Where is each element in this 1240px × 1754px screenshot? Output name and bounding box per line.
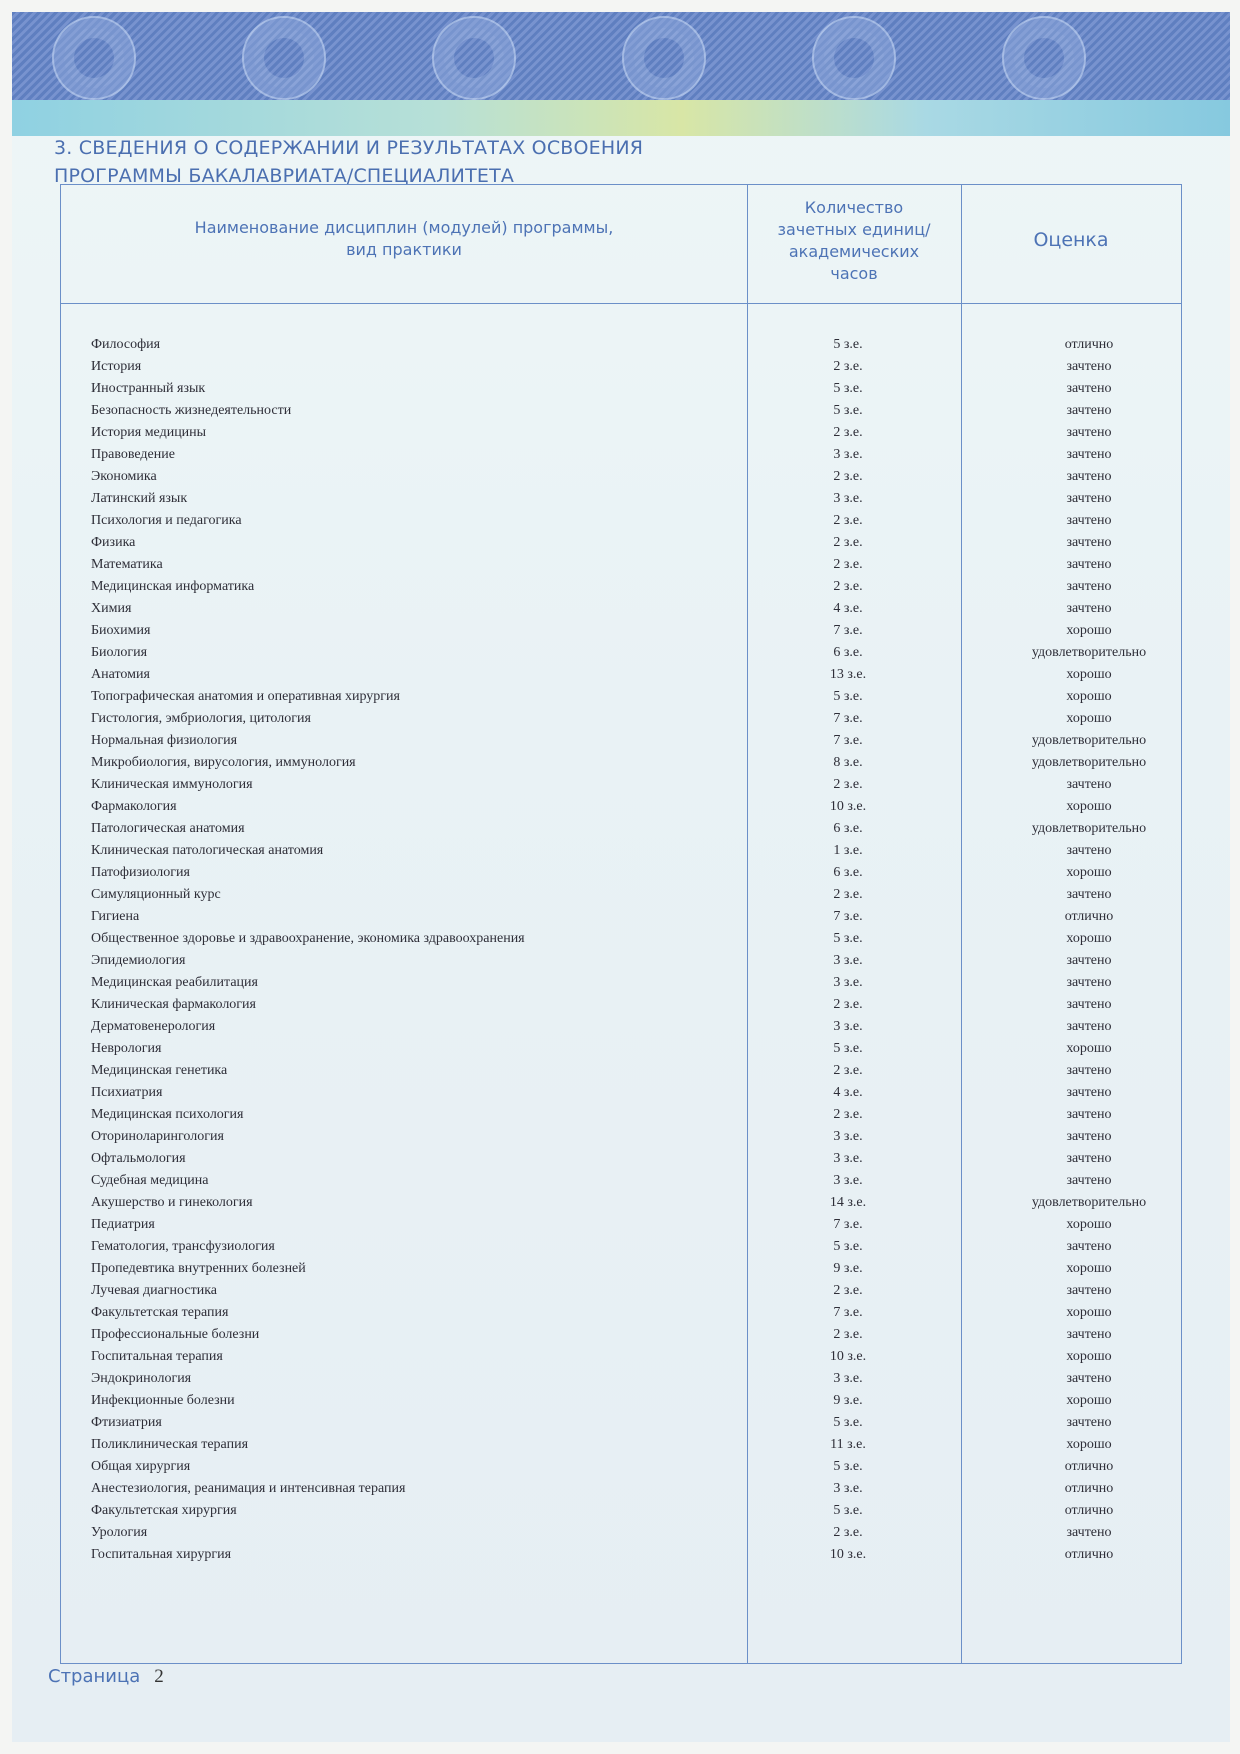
- table-row: [61, 799, 1181, 821]
- grade: зачтено: [1066, 601, 1112, 616]
- grade: удовлетворительно: [1031, 755, 1147, 770]
- credit-units: 9 з.е.: [833, 1393, 863, 1408]
- grade: зачтено: [1066, 491, 1112, 506]
- credit-units: 3 з.е.: [833, 1151, 863, 1166]
- discipline-name: Анатомия: [91, 667, 150, 682]
- credit-units: 2 з.е.: [833, 425, 863, 440]
- table-row: [61, 645, 1181, 667]
- discipline-name: Иностранный язык: [91, 381, 206, 396]
- credit-units: 7 з.е.: [833, 711, 863, 726]
- discipline-name: Психиатрия: [91, 1085, 163, 1100]
- grade: зачтено: [1066, 1173, 1112, 1188]
- table-row: [61, 447, 1181, 469]
- credit-units: 7 з.е.: [833, 623, 863, 638]
- credit-units: 3 з.е.: [833, 1173, 863, 1188]
- guilloche-rosette: [812, 16, 896, 100]
- grade: отлично: [1064, 1547, 1114, 1562]
- credit-units: 7 з.е.: [833, 733, 863, 748]
- header-discipline-name: [61, 217, 747, 261]
- table-row: [61, 711, 1181, 733]
- table-row: [61, 1305, 1181, 1327]
- table-row: [61, 1019, 1181, 1041]
- credit-units: 5 з.е.: [833, 1415, 863, 1430]
- credit-units: 6 з.е.: [833, 821, 863, 836]
- table-row: [61, 1547, 1181, 1569]
- credit-units: 3 з.е.: [833, 447, 863, 462]
- discipline-name: Фтизиатрия: [91, 1415, 162, 1430]
- grade: зачтено: [1066, 1239, 1112, 1254]
- table-row: [61, 1459, 1181, 1481]
- discipline-name: Философия: [91, 337, 161, 352]
- security-banner: [12, 12, 1230, 100]
- table-row: [61, 1151, 1181, 1173]
- discipline-name: Математика: [91, 557, 163, 572]
- grade: хорошо: [1066, 1305, 1112, 1320]
- credit-units: 10 з.е.: [829, 1547, 867, 1562]
- credit-units: 2 з.е.: [833, 1107, 863, 1122]
- discipline-name: Биохимия: [91, 623, 151, 638]
- credit-units: 2 з.е.: [833, 887, 863, 902]
- discipline-name: Общая хирургия: [91, 1459, 191, 1474]
- credit-units: 5 з.е.: [833, 1503, 863, 1518]
- table-row: [61, 1371, 1181, 1393]
- grade: зачтено: [1066, 381, 1112, 396]
- section-title-line2: ПРОГРАММЫ БАКАЛАВРИАТА/СПЕЦИАЛИТЕТА: [54, 165, 515, 187]
- table-row: [61, 359, 1181, 381]
- table-row: [61, 1173, 1181, 1195]
- table-row: [61, 843, 1181, 865]
- discipline-name: Психология и педагогика: [91, 513, 242, 528]
- credit-units: 1 з.е.: [833, 843, 863, 858]
- credit-units: 14 з.е.: [829, 1195, 867, 1210]
- grade: зачтено: [1066, 579, 1112, 594]
- grade: зачтено: [1066, 557, 1112, 572]
- credit-units: 7 з.е.: [833, 1305, 863, 1320]
- guilloche-rosette: [622, 16, 706, 100]
- grade: хорошо: [1066, 865, 1112, 880]
- table-row: [61, 1437, 1181, 1459]
- discipline-name: Офтальмология: [91, 1151, 186, 1166]
- table-row: [61, 733, 1181, 755]
- grade: зачтено: [1066, 447, 1112, 462]
- credit-units: 3 з.е.: [833, 1481, 863, 1496]
- grade: удовлетворительно: [1031, 821, 1147, 836]
- table-row: [61, 1063, 1181, 1085]
- table-row: [61, 755, 1181, 777]
- disciplines-table: [60, 184, 1182, 1664]
- credit-units: 4 з.е.: [833, 1085, 863, 1100]
- table-row: [61, 821, 1181, 843]
- grade: зачтено: [1066, 1151, 1112, 1166]
- header-credit-units: [747, 197, 961, 285]
- grade: хорошо: [1066, 667, 1112, 682]
- credit-units: 10 з.е.: [829, 1349, 867, 1364]
- credit-units: 2 з.е.: [833, 997, 863, 1012]
- table-row: [61, 997, 1181, 1019]
- table-row: [61, 403, 1181, 425]
- table-row: [61, 1129, 1181, 1151]
- discipline-name: Педиатрия: [91, 1217, 155, 1232]
- grade: хорошо: [1066, 1349, 1112, 1364]
- grade: удовлетворительно: [1031, 645, 1147, 660]
- header-units-line4: часов: [830, 264, 878, 283]
- table-row: [61, 887, 1181, 909]
- credit-units: 5 з.е.: [833, 931, 863, 946]
- credit-units: 6 з.е.: [833, 645, 863, 660]
- grade: зачтено: [1066, 425, 1112, 440]
- credit-units: 5 з.е.: [833, 381, 863, 396]
- discipline-name: Фармакология: [91, 799, 177, 814]
- credit-units: 8 з.е.: [833, 755, 863, 770]
- header-units-line1: Количество: [804, 198, 904, 217]
- guilloche-rosette: [52, 16, 136, 100]
- credit-units: 5 з.е.: [833, 1239, 863, 1254]
- header-grade: Оценка: [1033, 229, 1109, 251]
- grade: зачтено: [1066, 953, 1112, 968]
- table-row: [61, 1327, 1181, 1349]
- grade: хорошо: [1066, 1261, 1112, 1276]
- credit-units: 11 з.е.: [830, 1437, 866, 1452]
- credit-units: 5 з.е.: [833, 1041, 863, 1056]
- table-row: [61, 579, 1181, 601]
- credit-units: 2 з.е.: [833, 469, 863, 484]
- table-row: [61, 1283, 1181, 1305]
- discipline-name: Физика: [91, 535, 136, 550]
- discipline-name: Медицинская реабилитация: [91, 975, 258, 990]
- table-row: [61, 975, 1181, 997]
- credit-units: 2 з.е.: [833, 359, 863, 374]
- discipline-name: Судебная медицина: [91, 1173, 209, 1188]
- credit-units: 2 з.е.: [833, 1327, 863, 1342]
- grade: отлично: [1064, 1481, 1114, 1496]
- discipline-name: Профессиональные болезни: [91, 1327, 260, 1342]
- grade: хорошо: [1066, 689, 1112, 704]
- credit-units: 2 з.е.: [833, 579, 863, 594]
- credit-units: 5 з.е.: [833, 403, 863, 418]
- grade: удовлетворительно: [1031, 733, 1147, 748]
- discipline-name: Гистология, эмбриология, цитология: [91, 711, 311, 726]
- page-label: Страница: [48, 1666, 141, 1687]
- discipline-name: Неврология: [91, 1041, 162, 1056]
- grade: отлично: [1064, 1503, 1114, 1518]
- discipline-name: Общественное здоровье и здравоохранение, экономика здравоохранения: [91, 931, 525, 946]
- grade: зачтено: [1066, 1129, 1112, 1144]
- discipline-name: Патофизиология: [91, 865, 190, 880]
- discipline-name: Факультетская терапия: [91, 1305, 229, 1320]
- discipline-name: Анестезиология, реанимация и интенсивная терапия: [91, 1481, 406, 1496]
- discipline-name: Нормальная физиология: [91, 733, 238, 748]
- table-row: [61, 1085, 1181, 1107]
- table-row: [61, 1107, 1181, 1129]
- table-row: [61, 535, 1181, 557]
- discipline-name: Оториноларингология: [91, 1129, 224, 1144]
- discipline-name: Госпитальная хирургия: [91, 1547, 232, 1562]
- credit-units: 5 з.е.: [833, 1459, 863, 1474]
- discipline-name: Факультетская хирургия: [91, 1503, 237, 1518]
- table-row: [61, 1261, 1181, 1283]
- table-row: [61, 425, 1181, 447]
- credit-units: 2 з.е.: [833, 513, 863, 528]
- discipline-name: Симуляционный курс: [91, 887, 221, 902]
- grade: зачтено: [1066, 997, 1112, 1012]
- discipline-name: Топографическая анатомия и оперативная хирургия: [91, 689, 400, 704]
- grade: хорошо: [1066, 1393, 1112, 1408]
- discipline-name: Поликлиническая терапия: [91, 1437, 249, 1452]
- grade: зачтено: [1066, 1327, 1112, 1342]
- table-row: [61, 513, 1181, 535]
- grade: зачтено: [1066, 1107, 1112, 1122]
- discipline-name: Госпитальная терапия: [91, 1349, 223, 1364]
- table-row: [61, 1195, 1181, 1217]
- discipline-name: Клиническая патологическая анатомия: [91, 843, 324, 858]
- discipline-name: Урология: [91, 1525, 148, 1540]
- section-title: [54, 134, 643, 190]
- discipline-name: Патологическая анатомия: [91, 821, 245, 836]
- grade: зачтено: [1066, 843, 1112, 858]
- grade: отлично: [1064, 337, 1114, 352]
- table-row: [61, 337, 1181, 359]
- credit-units: 6 з.е.: [833, 865, 863, 880]
- credit-units: 3 з.е.: [833, 1371, 863, 1386]
- header-name-line2: вид практики: [346, 240, 462, 259]
- discipline-name: Медицинская психология: [91, 1107, 244, 1122]
- grade: зачтено: [1066, 535, 1112, 550]
- discipline-name: Эпидемиология: [91, 953, 186, 968]
- discipline-name: Гематология, трансфузиология: [91, 1239, 275, 1254]
- discipline-name: Микробиология, вирусология, иммунология: [91, 755, 356, 770]
- table-row: [61, 557, 1181, 579]
- table-row: [61, 865, 1181, 887]
- discipline-name: Инфекционные болезни: [91, 1393, 235, 1408]
- table-row: [61, 601, 1181, 623]
- discipline-name: Латинский язык: [91, 491, 188, 506]
- credit-units: 3 з.е.: [833, 953, 863, 968]
- table-row: [61, 1415, 1181, 1437]
- discipline-name: Химия: [91, 601, 132, 616]
- table-row: [61, 667, 1181, 689]
- grade: хорошо: [1066, 799, 1112, 814]
- table-row: [61, 909, 1181, 931]
- grade: хорошо: [1066, 1437, 1112, 1452]
- table-row: [61, 381, 1181, 403]
- security-gradient-strip: [12, 100, 1230, 136]
- credit-units: 2 з.е.: [833, 1525, 863, 1540]
- table-row: [61, 953, 1181, 975]
- table-row: [61, 1393, 1181, 1415]
- guilloche-rosette: [1002, 16, 1086, 100]
- grade: удовлетворительно: [1031, 1195, 1147, 1210]
- header-name-line1: Наименование дисциплин (модулей) программы,: [194, 218, 614, 237]
- grade: зачтено: [1066, 1063, 1112, 1078]
- credit-units: 5 з.е.: [833, 689, 863, 704]
- table-row: [61, 1239, 1181, 1261]
- grade: зачтено: [1066, 1085, 1112, 1100]
- table-row: [61, 931, 1181, 953]
- header-units-line3: академических: [788, 242, 920, 261]
- header-divider: [61, 303, 1181, 304]
- discipline-name: Лучевая диагностика: [91, 1283, 218, 1298]
- grade: хорошо: [1066, 1041, 1112, 1056]
- credit-units: 7 з.е.: [833, 1217, 863, 1232]
- grade: зачтено: [1066, 887, 1112, 902]
- table-row: [61, 1041, 1181, 1063]
- table-row: [61, 1481, 1181, 1503]
- discipline-name: Биология: [91, 645, 148, 660]
- grade: зачтено: [1066, 513, 1112, 528]
- grade: зачтено: [1066, 1525, 1112, 1540]
- table-row: [61, 469, 1181, 491]
- credit-units: 2 з.е.: [833, 1063, 863, 1078]
- discipline-name: Правоведение: [91, 447, 175, 462]
- credit-units: 3 з.е.: [833, 975, 863, 990]
- discipline-name: Пропедевтика внутренних болезней: [91, 1261, 306, 1276]
- credit-units: 10 з.е.: [829, 799, 867, 814]
- header-units-line2: зачетных единиц/: [777, 220, 931, 239]
- credit-units: 2 з.е.: [833, 557, 863, 572]
- guilloche-rosette: [242, 16, 326, 100]
- discipline-name: История медицины: [91, 425, 207, 440]
- discipline-name: История: [91, 359, 142, 374]
- guilloche-rosette: [432, 16, 516, 100]
- grade: зачтено: [1066, 359, 1112, 374]
- grade: зачтено: [1066, 777, 1112, 792]
- section-title-line1: 3. СВЕДЕНИЯ О СОДЕРЖАНИИ И РЕЗУЛЬТАТАХ ОСВОЕНИЯ: [54, 137, 644, 159]
- grade: зачтено: [1066, 1415, 1112, 1430]
- discipline-name: Дерматовенерология: [91, 1019, 216, 1034]
- credit-units: 4 з.е.: [833, 601, 863, 616]
- grade: зачтено: [1066, 1283, 1112, 1298]
- discipline-name: Безопасность жизнедеятельности: [91, 403, 292, 418]
- credit-units: 3 з.е.: [833, 1019, 863, 1034]
- grade: отлично: [1064, 1459, 1114, 1474]
- discipline-name: Акушерство и гинекология: [91, 1195, 253, 1210]
- credit-units: 13 з.е.: [829, 667, 867, 682]
- grade: хорошо: [1066, 711, 1112, 726]
- grade: отлично: [1064, 909, 1114, 924]
- credit-units: 2 з.е.: [833, 1283, 863, 1298]
- table-row: [61, 1525, 1181, 1547]
- grade: зачтено: [1066, 1019, 1112, 1034]
- table-row: [61, 1349, 1181, 1371]
- grade: хорошо: [1066, 1217, 1112, 1232]
- discipline-name: Экономика: [91, 469, 157, 484]
- table-row: [61, 623, 1181, 645]
- grade: зачтено: [1066, 469, 1112, 484]
- credit-units: 2 з.е.: [833, 535, 863, 550]
- table-row: [61, 689, 1181, 711]
- discipline-name: Гигиена: [91, 909, 140, 924]
- grade: хорошо: [1066, 623, 1112, 638]
- discipline-name: Медицинская информатика: [91, 579, 255, 594]
- credit-units: 2 з.е.: [833, 777, 863, 792]
- page-footer: [48, 1666, 164, 1688]
- table-row: [61, 1503, 1181, 1525]
- page-number: 2: [154, 1666, 164, 1687]
- credit-units: 7 з.е.: [833, 909, 863, 924]
- grade: хорошо: [1066, 931, 1112, 946]
- discipline-name: Медицинская генетика: [91, 1063, 228, 1078]
- credit-units: 3 з.е.: [833, 1129, 863, 1144]
- discipline-name: Клиническая иммунология: [91, 777, 253, 792]
- credit-units: 9 з.е.: [833, 1261, 863, 1276]
- grade: зачтено: [1066, 403, 1112, 418]
- discipline-name: Клиническая фармакология: [91, 997, 256, 1012]
- credit-units: 3 з.е.: [833, 491, 863, 506]
- grade: зачтено: [1066, 1371, 1112, 1386]
- table-row: [61, 777, 1181, 799]
- grade: зачтено: [1066, 975, 1112, 990]
- discipline-name: Эндокринология: [91, 1371, 192, 1386]
- credit-units: 5 з.е.: [833, 337, 863, 352]
- table-row: [61, 491, 1181, 513]
- table-row: [61, 1217, 1181, 1239]
